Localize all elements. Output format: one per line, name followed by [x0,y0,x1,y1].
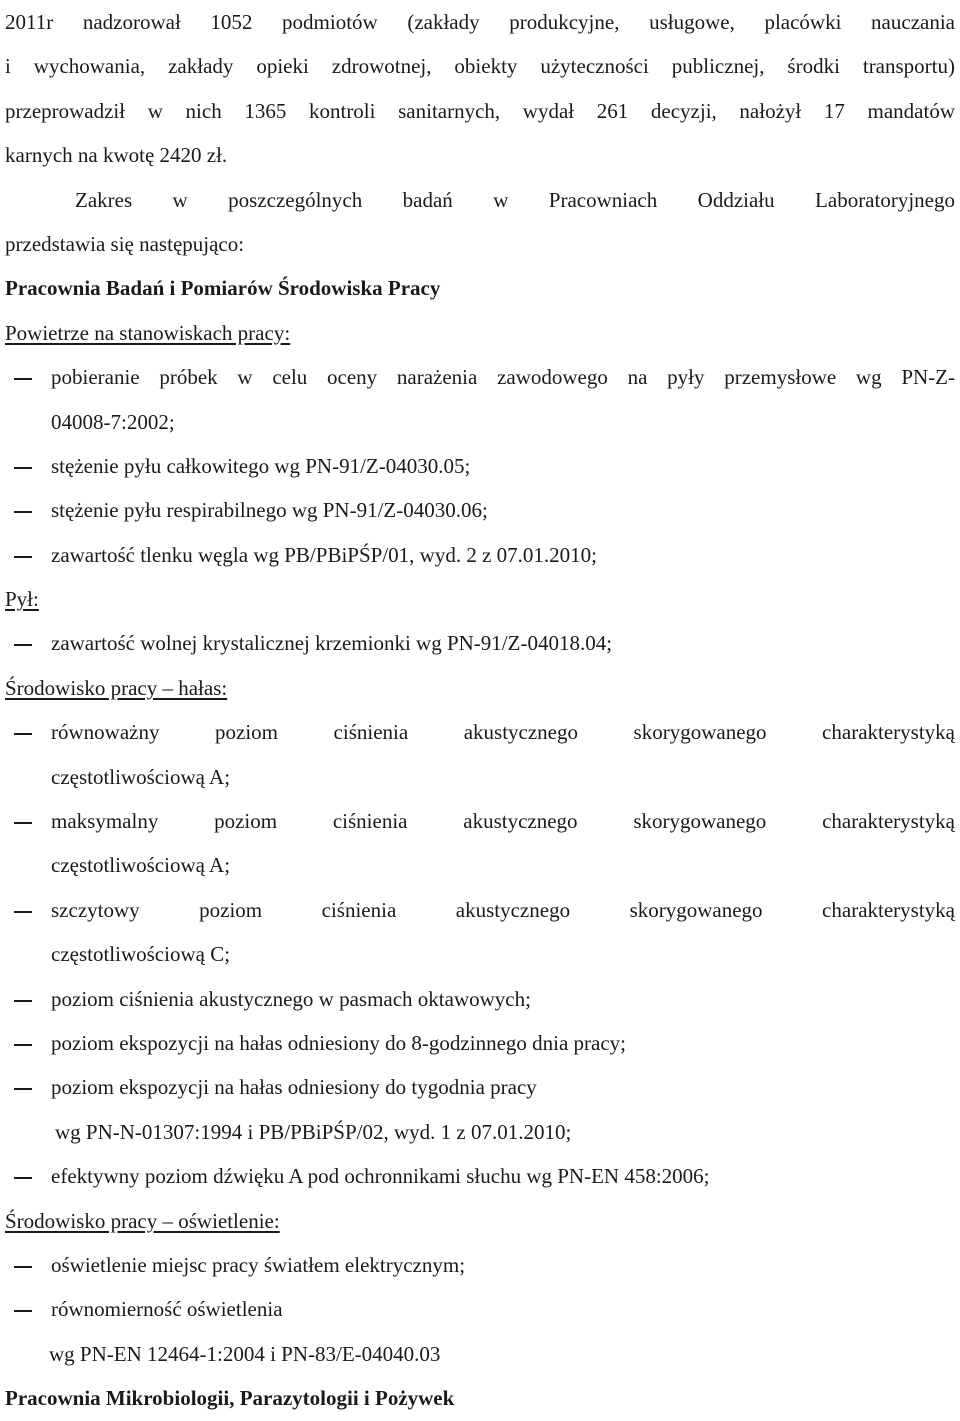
list-item: pobieranie próbek w celu oceny narażenia zawodowego na pyły przemysłowe wg PN-Z- [51,365,955,390]
list-item: poziom ekspozycji na hałas odniesiony do 8-godzinnego dnia pracy; [51,1030,627,1055]
intro-line: przeprowadził w nich 1365 kontroli sanitarnych, wydał 261 decyzji, nałożył 17 mandatów [5,98,955,123]
subsection-label-air: Powietrze na stanowiskach pracy: [5,320,291,345]
list-item: równoważny poziom ciśnienia akustycznego skorygowanego charakterystyką [51,720,955,745]
list-item-continuation: częstotliwościową A; [51,853,231,878]
list-item: zawartość tlenku węgla wg PB/PBiPŚP/01, wyd. 2 z 07.01.2010; [51,542,597,567]
list-item: stężenie pyłu całkowitego wg PN-91/Z-04030.05; [51,453,471,478]
list-item-continuation: 04008-7:2002; [51,409,175,434]
list-item: poziom ekspozycji na hałas odniesiony do tygodnia pracy [51,1075,537,1100]
section-title-microbiology: Pracownia Mikrobiologii, Parazytologii i Pożywek [5,1386,455,1411]
section-title-work-environment: Pracownia Badań i Pomiarów Środowiska Pracy [5,276,441,301]
intro-line: 2011r nadzorował 1052 podmiotów (zakłady produkcyjne, usługowe, placówki nauczania [5,10,955,34]
list-item: poziom ciśnienia akustycznego w pasmach oktawowych; [51,986,531,1011]
list-item-continuation: częstotliwościową C; [51,942,231,967]
intro-line: i wychowania, zakłady opieki zdrowotnej, obiekty użyteczności publicznej, środki transportu) [5,54,955,79]
document-page [5,0,955,1421]
list-item: oświetlenie miejsc pracy światłem elektrycznym; [51,1252,466,1277]
subsection-label-lighting: Środowisko pracy – oświetlenie: [5,1208,280,1233]
intro-line: Zakres w poszczególnych badań w Pracowniach Oddziału Laboratoryjnego [75,187,955,212]
intro-line: przedstawia się następująco: [5,231,245,256]
list-item: zawartość wolnej krystalicznej krzemionki wg PN-91/Z-04018.04; [51,631,613,656]
standard-reference: wg PN-N-01307:1994 i PB/PBiPŚP/02, wyd. 1 z 07.01.2010; [55,1119,572,1144]
list-item: efektywny poziom dźwięku A pod ochronnikami słuchu wg PN-EN 458:2006; [51,1164,710,1189]
list-item: równomierność oświetlenia [51,1297,283,1322]
subsection-label-noise: Środowisko pracy – hałas: [5,675,228,700]
list-item: maksymalny poziom ciśnienia akustycznego skorygowanego charakterystyką [51,809,955,834]
intro-line: karnych na kwotę 2420 zł. [5,143,228,168]
list-item: szczytowy poziom ciśnienia akustycznego skorygowanego charakterystyką [51,897,955,922]
list-item: stężenie pyłu respirabilnego wg PN-91/Z-04030.06; [51,498,488,523]
list-item-continuation: częstotliwościową A; [51,764,231,789]
subsection-label-dust: Pył: [5,587,39,612]
standard-reference: wg PN-EN 12464-1:2004 i PN-83/E-04040.03 [49,1341,441,1366]
